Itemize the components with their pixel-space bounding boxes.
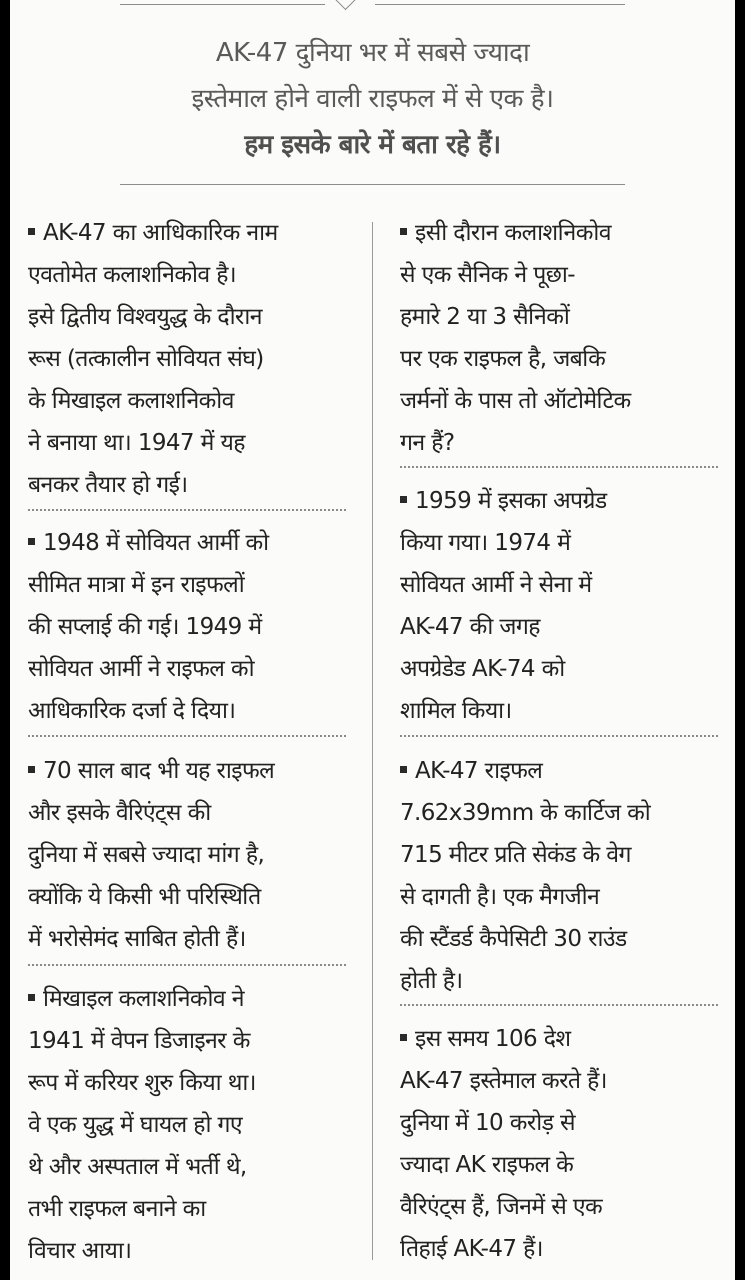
- fact-line: दुनिया में 10 करोड़ से: [400, 1110, 575, 1136]
- fact-line: तभी राइफल बनाने का: [28, 1196, 206, 1222]
- top-notch: [335, 0, 356, 10]
- fact-line: AK-47 इस्तेमाल करते हैं।: [400, 1068, 607, 1094]
- fact-block: [400, 480, 607, 732]
- fact-line: AK-47 राइफल: [400, 750, 650, 792]
- fact-line: में भरोसेमंद साबित होती हैं।: [28, 926, 246, 952]
- fact-line: इस समय 106 देश: [400, 1018, 607, 1060]
- bullet-icon: [400, 766, 407, 773]
- fact-line: वे एक युद्ध में घायल हो गए: [28, 1112, 243, 1138]
- fact-block: [400, 212, 631, 464]
- fact-line: रूप में करियर शुरु किया था।: [28, 1070, 256, 1096]
- fact-line: सोवियत आर्मी ने सेना में: [400, 572, 592, 598]
- fact-line: क्योंकि ये किसी भी परिस्थिति: [28, 884, 261, 910]
- fact-line: इसी दौरान कलाशनिकोव: [400, 212, 631, 254]
- dotted-separator: [28, 509, 346, 511]
- fact-line: बनकर तैयार हो गई।: [28, 472, 188, 498]
- fact-line: ज्यादा AK राइफल के: [400, 1152, 574, 1178]
- fact-line: मिखाइल कलाशनिकोव ने: [28, 978, 256, 1020]
- dotted-separator: [400, 1004, 718, 1006]
- header-rule: [120, 184, 625, 185]
- fact-line: एवतोमेत कलाशनिकोव है।: [28, 262, 236, 288]
- dotted-separator: [400, 735, 718, 737]
- fact-block: [28, 978, 256, 1272]
- bullet-icon: [28, 228, 35, 235]
- fact-line: से दागती है। एक मैगजीन: [400, 884, 600, 910]
- header-line-1: AK-47 दुनिया भर में सबसे ज्यादा: [215, 38, 530, 68]
- fact-block: [400, 1018, 607, 1270]
- fact-line: थे और अस्पताल में भर्ती थे,: [28, 1154, 247, 1180]
- fact-line: इसे द्वितीय विश्वयुद्ध के दौरान: [28, 304, 262, 330]
- fact-line: गन हैं?: [400, 430, 455, 456]
- dotted-separator: [28, 964, 346, 966]
- fact-line: 70 साल बाद भी यह राइफल: [28, 750, 274, 792]
- bullet-icon: [28, 538, 35, 545]
- fact-line: 1948 में सोवियत आर्मी को: [28, 522, 268, 564]
- fact-line: रूस (तत्कालीन सोवियत संघ): [28, 346, 264, 372]
- bullet-icon: [400, 1034, 407, 1041]
- fact-line: के मिखाइल कलाशनिकोव: [28, 388, 234, 414]
- fact-line: जर्मनों के पास तो ऑटोमेटिक: [400, 388, 631, 414]
- fact-line: और इसके वैरिएंट्स की: [28, 800, 211, 826]
- bullet-icon: [28, 994, 35, 1001]
- fact-block: [28, 212, 278, 506]
- top-rule-right: [375, 4, 625, 5]
- fact-block: [400, 750, 650, 1002]
- fact-line: वैरिएंट्स हैं, जिनमें से एक: [400, 1194, 603, 1220]
- fact-line: से एक सैनिक ने पूछा-: [400, 262, 575, 288]
- fact-line: 1959 में इसका अपग्रेड: [400, 480, 607, 522]
- fact-line: की सप्लाई की गई। 1949 में: [28, 614, 262, 640]
- fact-line: अपग्रेडेड AK-74 को: [400, 656, 565, 682]
- fact-line: तिहाई AK-47 हैं।: [400, 1236, 543, 1262]
- fact-line: 715 मीटर प्रति सेकंड के वेग: [400, 842, 631, 868]
- fact-line: 7.62x39mm के कार्टिज को: [400, 800, 651, 826]
- fact-line: हमारे 2 या 3 सैनिकों: [400, 304, 570, 330]
- article-header: [10, 30, 735, 168]
- bullet-icon: [400, 496, 407, 503]
- fact-line: आधिकारिक दर्जा दे दिया।: [28, 698, 236, 724]
- header-line-3: हम इसके बारे में बता रहे हैं।: [244, 130, 501, 160]
- column-divider: [372, 222, 373, 1260]
- fact-line: 1941 में वेपन डिजाइनर के: [28, 1028, 250, 1054]
- bullet-icon: [28, 766, 35, 773]
- fact-line: दुनिया में सबसे ज्यादा मांग है,: [28, 842, 265, 868]
- fact-line: ने बनाया था। 1947 में यह: [28, 430, 245, 456]
- fact-line: AK-47 की जगह: [400, 614, 540, 640]
- fact-line: की स्टैंडर्ड कैपेसिटी 30 राउंड: [400, 926, 627, 952]
- fact-line: किया गया। 1974 में: [400, 530, 571, 556]
- top-rule-left: [120, 4, 325, 5]
- fact-line: AK-47 का आधिकारिक नाम: [28, 212, 278, 254]
- dotted-separator: [28, 735, 346, 737]
- dotted-separator: [400, 466, 718, 468]
- fact-line: सोवियत आर्मी ने राइफल को: [28, 656, 254, 682]
- fact-block: [28, 750, 274, 960]
- fact-block: [28, 522, 268, 732]
- fact-line: सीमित मात्रा में इन राइफलों: [28, 572, 245, 598]
- fact-line: शामिल किया।: [400, 698, 512, 724]
- header-line-2: इस्तेमाल होने वाली राइफल में से एक है।: [191, 84, 554, 114]
- fact-line: होती है।: [400, 968, 463, 994]
- fact-line: विचार आया।: [28, 1238, 132, 1264]
- article-page: [10, 0, 735, 1280]
- fact-line: पर एक राइफल है, जबकि: [400, 346, 606, 372]
- bullet-icon: [400, 228, 407, 235]
